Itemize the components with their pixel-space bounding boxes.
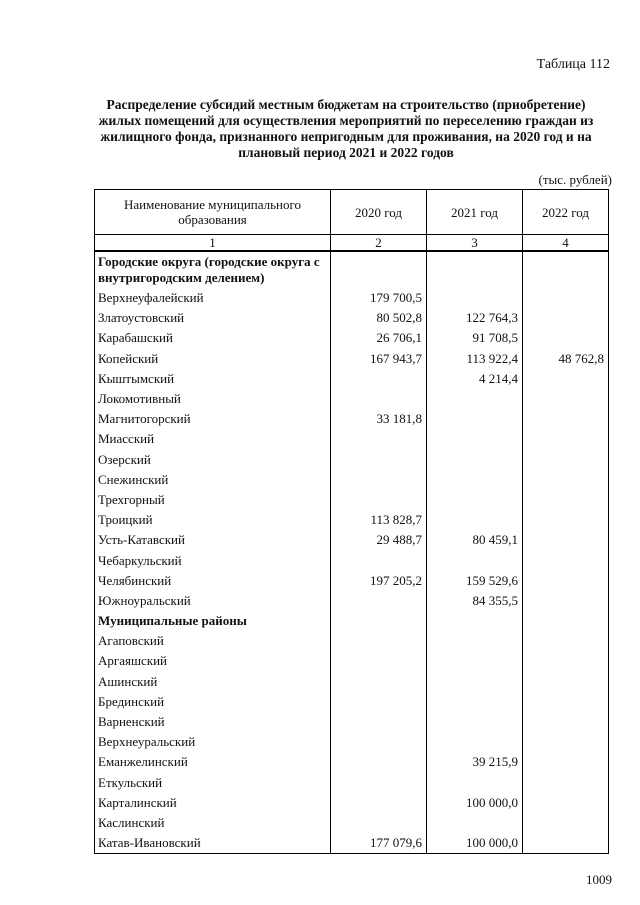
value-2020 <box>331 429 427 449</box>
table-row <box>95 530 609 550</box>
value-2022 <box>523 369 609 389</box>
value-2021 <box>427 389 523 409</box>
value-2020 <box>331 389 427 409</box>
table-row <box>95 470 609 490</box>
table-number: Таблица 112 <box>536 57 610 72</box>
title-line: жилищного фонда, признанного непригодным для проживания, на 2020 год и на <box>100 129 592 144</box>
value-2021 <box>427 651 523 671</box>
value-2020 <box>331 369 427 389</box>
value-2021 <box>427 450 523 470</box>
value-2020 <box>331 550 427 570</box>
municipality-name: Аргаяшский <box>95 651 331 671</box>
municipality-name: Челябинский <box>95 571 331 591</box>
value-2022 <box>523 732 609 752</box>
title-line: Распределение субсидий местным бюджетам на строительство (приобретение) <box>106 97 586 112</box>
value-2022 <box>523 429 609 449</box>
table-body <box>95 251 609 854</box>
value-2022 <box>523 450 609 470</box>
value-2022 <box>523 288 609 308</box>
value-2020: 33 181,8 <box>331 409 427 429</box>
value-2022 <box>523 773 609 793</box>
value-2022 <box>523 251 609 288</box>
value-2021 <box>427 813 523 833</box>
value-2020 <box>331 773 427 793</box>
column-header-name: Наименование муниципального образования <box>95 190 331 235</box>
value-2020 <box>331 793 427 813</box>
value-2020 <box>331 752 427 772</box>
table-row <box>95 288 609 308</box>
table-row <box>95 571 609 591</box>
value-2022 <box>523 651 609 671</box>
column-header-2021: 2021 год <box>427 190 523 235</box>
municipality-name: Варненский <box>95 712 331 732</box>
municipality-name: Ашинский <box>95 672 331 692</box>
municipality-name: Златоустовский <box>95 308 331 328</box>
value-2020 <box>331 672 427 692</box>
value-2020: 167 943,7 <box>331 349 427 369</box>
table-row <box>95 429 609 449</box>
municipality-name: Копейский <box>95 349 331 369</box>
value-2022 <box>523 490 609 510</box>
column-number: 4 <box>523 235 609 252</box>
municipality-name: Еткульский <box>95 773 331 793</box>
value-2020: 26 706,1 <box>331 328 427 348</box>
table-row <box>95 672 609 692</box>
value-2021: 100 000,0 <box>427 793 523 813</box>
value-2022 <box>523 389 609 409</box>
value-2020 <box>331 470 427 490</box>
table-row <box>95 631 609 651</box>
table-row <box>95 712 609 732</box>
value-2020: 179 700,5 <box>331 288 427 308</box>
table-row <box>95 651 609 671</box>
table-row <box>95 813 609 833</box>
column-number-row <box>95 235 609 252</box>
value-2022 <box>523 813 609 833</box>
title-line: жилых помещений для осуществления мероприятий по переселению граждан из <box>98 113 594 128</box>
value-2020: 177 079,6 <box>331 833 427 854</box>
value-2021 <box>427 470 523 490</box>
value-2020 <box>331 651 427 671</box>
title-line: плановый период 2021 и 2022 годов <box>238 145 454 160</box>
table-row <box>95 793 609 813</box>
table-row <box>95 591 609 611</box>
value-2022 <box>523 712 609 732</box>
value-2020 <box>331 631 427 651</box>
value-2022 <box>523 530 609 550</box>
municipality-name: Городские округа (городские округа с внутригородским делением) <box>95 251 331 288</box>
table-row <box>95 833 609 854</box>
table-row <box>95 409 609 429</box>
column-header-2020: 2020 год <box>331 190 427 235</box>
value-2022 <box>523 833 609 854</box>
value-2022: 48 762,8 <box>523 349 609 369</box>
table-row <box>95 349 609 369</box>
value-2020 <box>331 490 427 510</box>
page-number: 1009 <box>586 872 612 887</box>
value-2021: 122 764,3 <box>427 308 523 328</box>
municipality-name: Агаповский <box>95 631 331 651</box>
value-2022 <box>523 591 609 611</box>
subsidy-table <box>94 189 609 854</box>
municipality-name: Верхнеуральский <box>95 732 331 752</box>
header-row <box>95 190 609 235</box>
value-2021 <box>427 490 523 510</box>
units-label: (тыс. рублей) <box>538 172 612 187</box>
value-2021: 91 708,5 <box>427 328 523 348</box>
value-2020 <box>331 813 427 833</box>
value-2022 <box>523 631 609 651</box>
table-row <box>95 732 609 752</box>
table-row <box>95 389 609 409</box>
municipality-name: Верхнеуфалейский <box>95 288 331 308</box>
value-2022 <box>523 510 609 530</box>
value-2021 <box>427 672 523 692</box>
value-2020 <box>331 692 427 712</box>
municipality-name: Озерский <box>95 450 331 470</box>
value-2021 <box>427 611 523 631</box>
value-2020 <box>331 591 427 611</box>
municipality-name: Карабашский <box>95 328 331 348</box>
municipality-name: Снежинский <box>95 470 331 490</box>
value-2021 <box>427 692 523 712</box>
value-2022 <box>523 470 609 490</box>
value-2022 <box>523 611 609 631</box>
municipality-name: Южноуральский <box>95 591 331 611</box>
value-2022 <box>523 692 609 712</box>
value-2021: 84 355,5 <box>427 591 523 611</box>
value-2022 <box>523 550 609 570</box>
value-2021 <box>427 631 523 651</box>
section-row <box>95 611 609 631</box>
value-2021 <box>427 251 523 288</box>
column-number: 3 <box>427 235 523 252</box>
municipality-name: Усть-Катавский <box>95 530 331 550</box>
value-2021: 159 529,6 <box>427 571 523 591</box>
municipality-name: Чебаркульский <box>95 550 331 570</box>
value-2021: 100 000,0 <box>427 833 523 854</box>
value-2021 <box>427 732 523 752</box>
table-row <box>95 550 609 570</box>
municipality-name: Миасский <box>95 429 331 449</box>
municipality-name: Локомотивный <box>95 389 331 409</box>
value-2021: 80 459,1 <box>427 530 523 550</box>
table-row <box>95 308 609 328</box>
value-2021 <box>427 773 523 793</box>
table-row <box>95 450 609 470</box>
municipality-name: Брединский <box>95 692 331 712</box>
table-row <box>95 773 609 793</box>
value-2021 <box>427 550 523 570</box>
value-2021 <box>427 429 523 449</box>
value-2021: 4 214,4 <box>427 369 523 389</box>
value-2022 <box>523 571 609 591</box>
municipality-name: Магнитогорский <box>95 409 331 429</box>
value-2020: 29 488,7 <box>331 530 427 550</box>
column-number: 1 <box>95 235 331 252</box>
column-header-2022: 2022 год <box>523 190 609 235</box>
value-2021 <box>427 409 523 429</box>
value-2020 <box>331 732 427 752</box>
value-2020: 197 205,2 <box>331 571 427 591</box>
value-2022 <box>523 328 609 348</box>
table-row <box>95 752 609 772</box>
table-row <box>95 369 609 389</box>
value-2021 <box>427 510 523 530</box>
value-2021 <box>427 712 523 732</box>
municipality-name: Кыштымский <box>95 369 331 389</box>
value-2020: 80 502,8 <box>331 308 427 328</box>
section-row <box>95 251 609 288</box>
column-number: 2 <box>331 235 427 252</box>
value-2021: 113 922,4 <box>427 349 523 369</box>
value-2021 <box>427 288 523 308</box>
value-2020 <box>331 611 427 631</box>
municipality-name: Каслинский <box>95 813 331 833</box>
value-2022 <box>523 752 609 772</box>
value-2022 <box>523 308 609 328</box>
value-2022 <box>523 409 609 429</box>
value-2020 <box>331 712 427 732</box>
municipality-name: Троицкий <box>95 510 331 530</box>
municipality-name: Муниципальные районы <box>95 611 331 631</box>
table-title <box>82 97 610 161</box>
value-2020 <box>331 450 427 470</box>
table-row <box>95 490 609 510</box>
municipality-name: Катав-Ивановский <box>95 833 331 854</box>
table-row <box>95 328 609 348</box>
value-2021: 39 215,9 <box>427 752 523 772</box>
table-row <box>95 692 609 712</box>
value-2022 <box>523 793 609 813</box>
value-2020: 113 828,7 <box>331 510 427 530</box>
value-2020 <box>331 251 427 288</box>
municipality-name: Трехгорный <box>95 490 331 510</box>
table-row <box>95 510 609 530</box>
municipality-name: Еманжелинский <box>95 752 331 772</box>
value-2022 <box>523 672 609 692</box>
municipality-name: Карталинский <box>95 793 331 813</box>
